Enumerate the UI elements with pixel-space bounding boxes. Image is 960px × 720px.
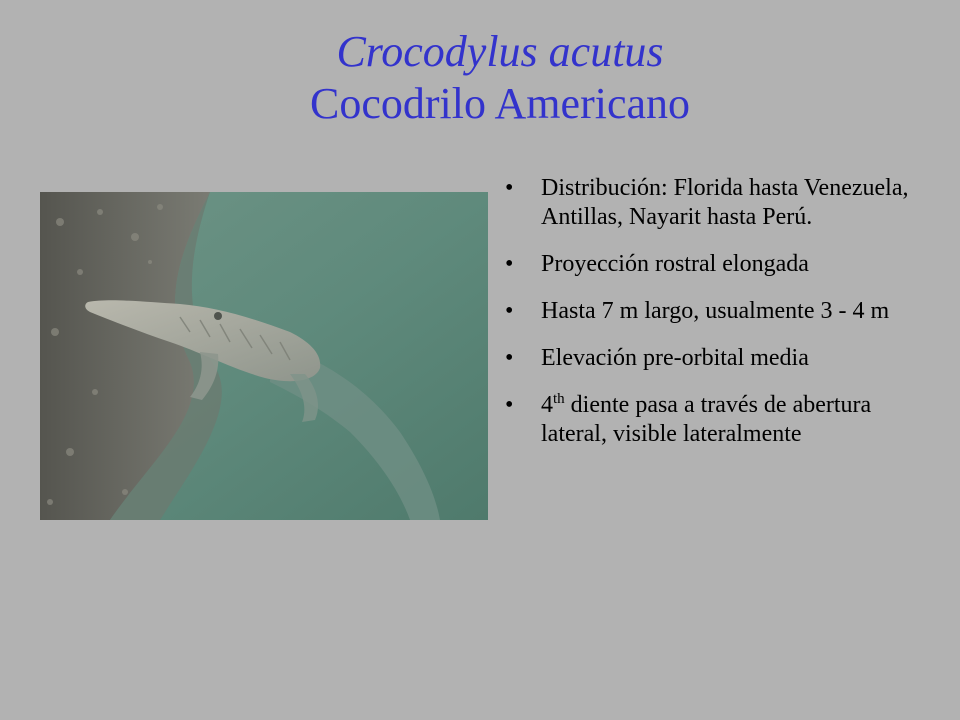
bullet-item-preorbital (505, 344, 925, 373)
crocodile-photo-graphic (40, 192, 488, 520)
bullet-prefix: 4 (541, 392, 553, 418)
bullet-text: Elevación pre-orbital media (541, 345, 809, 371)
bullet-item-length (505, 297, 925, 326)
bullet-list (505, 174, 925, 467)
bullet-item-tooth (505, 391, 925, 449)
bullet-icon: • (505, 392, 514, 418)
bullet-icon: • (505, 175, 514, 201)
title-common-name: Cocodrilo Americano (309, 79, 690, 128)
bullet-icon: • (505, 251, 514, 277)
bullet-text: Hasta 7 m largo, usualmente 3 - 4 m (541, 298, 890, 324)
crocodile-photo (40, 192, 488, 520)
bullet-item-rostral (505, 250, 925, 279)
bullet-text: Proyección rostral elongada (541, 251, 809, 277)
title-scientific-name: Crocodylus acutus (336, 27, 664, 76)
bullet-icon: • (505, 345, 514, 371)
bullet-text: diente pasa a través de abertura lateral, visible lateralmente (541, 392, 872, 447)
bullet-icon: • (505, 298, 514, 324)
bullet-superscript: th (553, 391, 565, 407)
slide-title (0, 26, 960, 130)
bullet-item-distribution (505, 174, 925, 232)
bullet-text: Distribución: Florida hasta Venezuela, Antillas, Nayarit hasta Perú. (541, 175, 909, 230)
